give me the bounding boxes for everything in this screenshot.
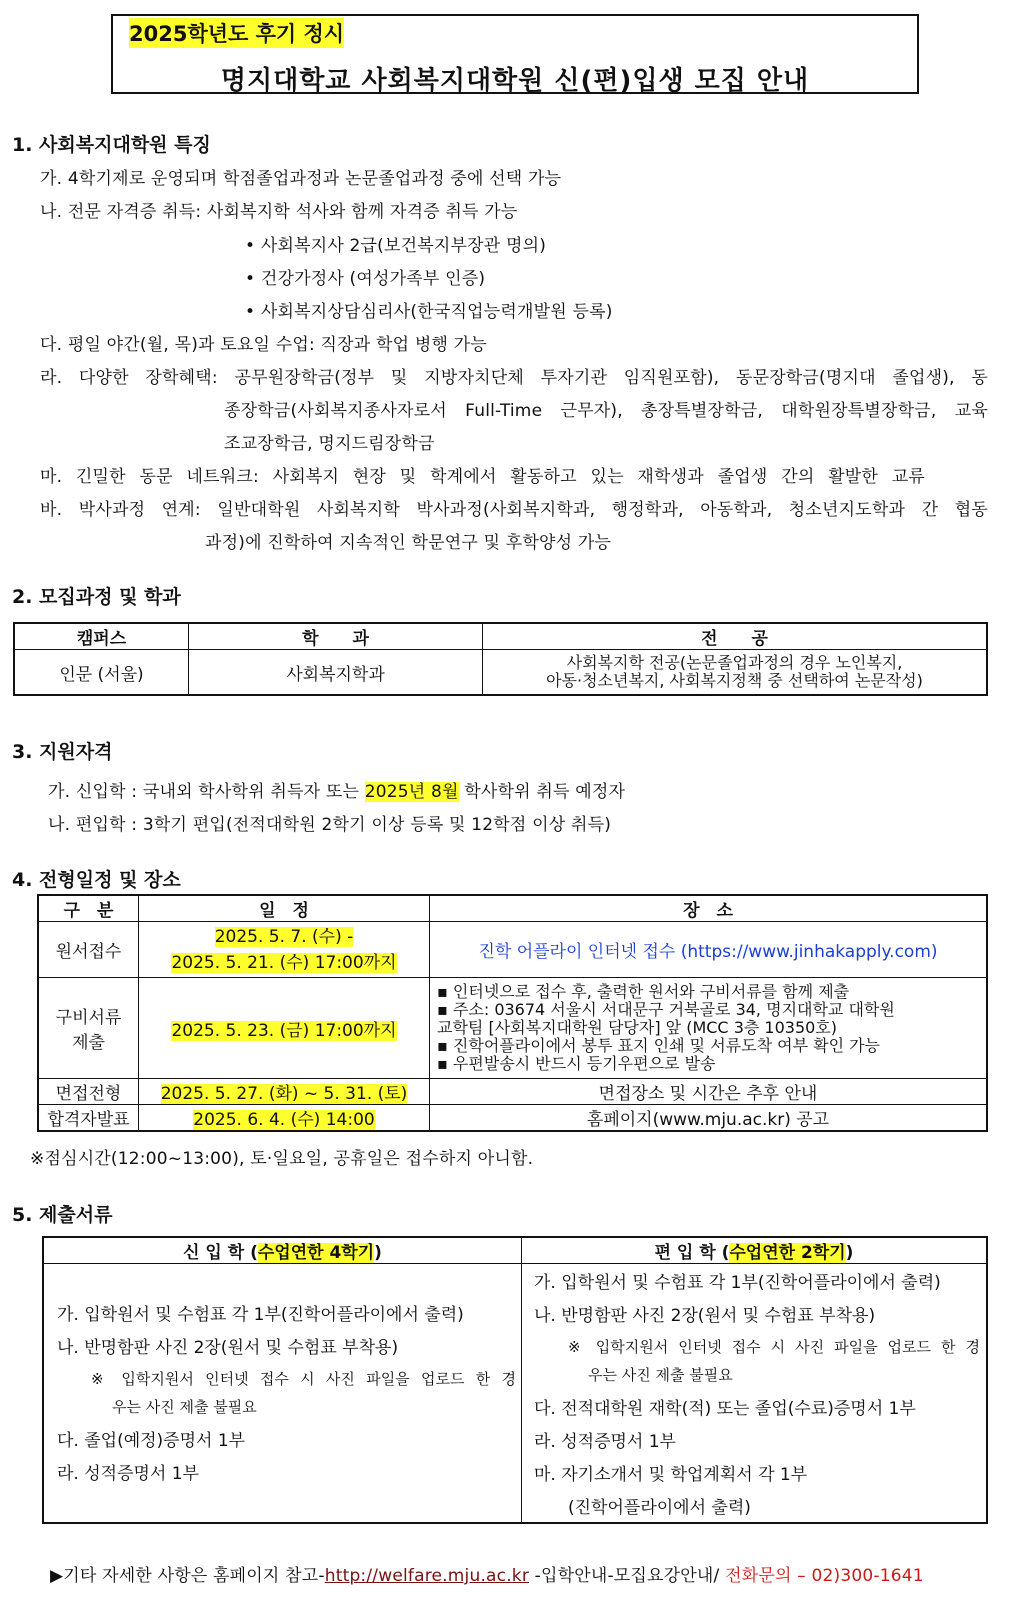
footer-note bbox=[50, 1561, 924, 1586]
table-row bbox=[38, 1079, 987, 1105]
list-item: 다. 졸업(예정)증명서 1부 bbox=[57, 1431, 246, 1451]
document-submission-cell bbox=[430, 978, 988, 1079]
list-item: 나. 반명함판 사진 2장(원서 및 수험표 부착용) bbox=[57, 1338, 399, 1358]
table-row bbox=[38, 978, 987, 1079]
place-cell: 홈페이지(www.mju.ac.kr) 공고 bbox=[430, 1105, 988, 1132]
new-header-text-end: ) bbox=[374, 1243, 382, 1263]
new-docs-cell bbox=[43, 1264, 522, 1524]
date-highlight: 2025. 5. 23. (금) 17:00까지 bbox=[171, 1020, 397, 1041]
page-title: 명지대학교 사회복지대학원 신(편)입생 모집 안내 bbox=[220, 66, 810, 96]
s3-ga-text: 가. 신입학 : 국내외 학사학위 취득자 또는 bbox=[48, 782, 365, 802]
s1-item-da: 다. 평일 야간(월, 목)과 토요일 수업: 직장과 학업 병행 가능 bbox=[40, 335, 487, 355]
list-item: 라. 성적증명서 1부 bbox=[57, 1464, 199, 1484]
submission-note: 교학팀 [사회복지대학원 담당자] 앞 (MCC 3층 10350호) bbox=[437, 1018, 838, 1037]
list-item-note: 우는 사진 제출 불필요 bbox=[588, 1366, 733, 1384]
section-2-heading: 2. 모집과정 및 학과 bbox=[12, 586, 181, 608]
title-box bbox=[111, 14, 919, 94]
footer-path: -입학안내-모집요강안내/ bbox=[529, 1566, 726, 1586]
s1-item-ga: 가. 4학기제로 운영되며 학점졸업과정과 논문졸업과정 중에 선택 가능 bbox=[40, 169, 562, 189]
date-cell bbox=[139, 1079, 430, 1105]
homepage-link[interactable]: http://welfare.mju.ac.kr bbox=[324, 1566, 530, 1586]
col-header-dept: 학 과 bbox=[189, 623, 483, 650]
cert-item: • 건강가정사 (여성가족부 인증) bbox=[245, 269, 486, 289]
place-cell: 면접장소 및 시간은 추후 안내 bbox=[430, 1079, 988, 1105]
transfer-docs-cell bbox=[522, 1264, 988, 1524]
apply-site-cell: 진학 어플라이 인터넷 접수 (https://www.jinhakapply.com) bbox=[430, 922, 988, 978]
table-row bbox=[43, 1264, 987, 1524]
section-4-heading: 4. 전형일정 및 장소 bbox=[12, 869, 181, 891]
list-item: 가. 입학원서 및 수험표 각 1부(진학어플라이에서 출력) bbox=[57, 1305, 464, 1325]
date-highlight: 2025. 5. 21. (수) 17:00까지 bbox=[171, 952, 397, 973]
major-line: 아동·청소년복지, 사회복지정책 중 선택하여 논문작성) bbox=[546, 671, 923, 690]
table-header-row bbox=[43, 1237, 987, 1264]
s1-item-ra: 라. 다양한 장학혜택: 공무원장학금(정부 및 지방자치단체 투자기관 임직원포함), 동문장학금(명지대 졸업생), 동 bbox=[40, 368, 988, 388]
row-label-line: 제출 bbox=[72, 1033, 105, 1053]
s1-item-na: 나. 전문 자격증 취득: 사회복지학 석사와 함께 자격증 취득 가능 bbox=[40, 202, 518, 222]
list-item: 라. 성적증명서 1부 bbox=[534, 1432, 676, 1452]
transfer-term-highlight: 수업연한 2학기 bbox=[729, 1243, 846, 1263]
s1-item-ba: 바. 박사과정 연계: 일반대학원 사회복지학 박사과정(사회복지학과, 행정학과, 아동학과, 청소년지도학과 간 협동 bbox=[40, 500, 988, 520]
date-highlight: 2025. 6. 4. (수) 14:00 bbox=[193, 1110, 375, 1130]
new-term-highlight: 수업연한 4학기 bbox=[257, 1243, 375, 1263]
footer-text: ▶기타 자세한 사항은 홈페이지 참고- bbox=[50, 1566, 325, 1586]
list-item: 나. 반명함판 사진 2장(원서 및 수험표 부착용) bbox=[534, 1306, 876, 1326]
cert-item: • 사회복지상담심리사(한국직업능력개발원 등록) bbox=[245, 302, 613, 322]
list-item: (진학어플라이에서 출력) bbox=[568, 1498, 751, 1518]
s1-item-ra-cont: 종장학금(사회복지종사자로서 Full-Time 근무자), 총장특별장학금, 대학원장특별장학금, 교육 bbox=[224, 401, 988, 421]
row-label: 합격자발표 bbox=[38, 1105, 139, 1132]
list-item: 가. 입학원서 및 수험표 각 1부(진학어플라이에서 출력) bbox=[534, 1273, 941, 1293]
documents-table bbox=[42, 1236, 988, 1524]
s3-ga-text-end: 학사학위 취득 예정자 bbox=[458, 782, 626, 802]
recruit-term: 2025학년도 후기 정시 bbox=[129, 18, 344, 48]
s3-item-ga bbox=[48, 777, 625, 802]
schedule-table bbox=[37, 894, 988, 1132]
date-cell bbox=[139, 978, 430, 1079]
row-label-line: 구비서류 bbox=[55, 1008, 122, 1028]
table-row bbox=[38, 922, 987, 978]
s1-item-ra-cont: 조교장학금, 명지드림장학금 bbox=[224, 434, 435, 454]
section-5-heading: 5. 제출서류 bbox=[12, 1204, 113, 1226]
table-header-row bbox=[38, 895, 987, 922]
submission-note: ▪ 진학어플라이에서 봉투 표지 인쇄 및 서류도착 여부 확인 가능 bbox=[437, 1036, 881, 1055]
col-header-major: 전 공 bbox=[483, 623, 988, 650]
row-label: 면접전형 bbox=[38, 1079, 139, 1105]
major-cell bbox=[483, 650, 988, 696]
date-highlight: 2025. 5. 27. (화) ~ 5. 31. (토) bbox=[160, 1084, 408, 1104]
col-header-place: 장 소 bbox=[430, 895, 988, 922]
contact-phone: 전화문의 – 02)300-1641 bbox=[725, 1566, 924, 1586]
new-header-text: 신 입 학 ( bbox=[183, 1243, 258, 1263]
campus-cell: 인문 (서울) bbox=[14, 650, 189, 696]
transfer-header-text-end: ) bbox=[845, 1243, 854, 1263]
date-cell bbox=[139, 1105, 430, 1132]
s1-item-ba-cont: 과정)에 진학하여 지속적인 학문연구 및 후학양성 가능 bbox=[205, 533, 612, 553]
list-item: 다. 전적대학원 재학(적) 또는 졸업(수료)증명서 1부 bbox=[534, 1399, 916, 1419]
dept-cell: 사회복지학과 bbox=[189, 650, 483, 696]
col-header-date: 일 정 bbox=[139, 895, 430, 922]
list-item-note: 우는 사진 제출 불필요 bbox=[112, 1398, 257, 1416]
major-line: 사회복지학 전공(논문졸업과정의 경우 노인복지, bbox=[566, 653, 903, 672]
schedule-note: ※점심시간(12:00~13:00), 토·일요일, 공휴일은 접수하지 아니함. bbox=[30, 1149, 534, 1169]
submission-note: ▪ 우편발송시 반드시 등기우편으로 발송 bbox=[437, 1054, 716, 1073]
s3-item-na: 나. 편입학 : 3학기 편입(전적대학원 2학기 이상 등록 및 12학점 이상 취득) bbox=[48, 815, 612, 835]
date-highlight: 2025. 5. 7. (수) - bbox=[214, 926, 354, 947]
list-item-note: ※ 입학지원서 인터넷 접수 시 사진 파일을 업로드 한 경 bbox=[91, 1370, 516, 1388]
table-row bbox=[14, 650, 987, 696]
row-label: 원서접수 bbox=[38, 922, 139, 978]
section-1-heading: 1. 사회복지대학원 특징 bbox=[12, 134, 211, 156]
col-header-new bbox=[43, 1237, 522, 1264]
submission-note: ▪ 인터넷으로 접수 후, 출력한 원서와 구비서류를 함께 제출 bbox=[437, 982, 850, 1001]
cert-item: • 사회복지사 2급(보건복지부장관 명의) bbox=[245, 236, 547, 256]
list-item-note: ※ 입학지원서 인터넷 접수 시 사진 파일을 업로드 한 경 bbox=[568, 1338, 980, 1356]
row-label bbox=[38, 978, 139, 1079]
col-header-campus: 캠퍼스 bbox=[14, 623, 189, 650]
section-3-heading: 3. 지원자격 bbox=[12, 741, 113, 763]
list-item: 마. 자기소개서 및 학업계획서 각 1부 bbox=[534, 1465, 808, 1485]
program-table bbox=[13, 622, 988, 696]
graduation-date-highlight: 2025년 8월 bbox=[364, 782, 459, 802]
transfer-header-text: 편 입 학 ( bbox=[654, 1243, 730, 1263]
col-header-type: 구 분 bbox=[38, 895, 139, 922]
col-header-transfer bbox=[522, 1237, 988, 1264]
date-cell bbox=[139, 922, 430, 978]
table-header-row bbox=[14, 623, 987, 650]
s1-item-ma: 마. 긴밀한 동문 네트워크: 사회복지 현장 및 학계에서 활동하고 있는 재학생과 졸업생 간의 활발한 교류 bbox=[40, 467, 925, 487]
table-row bbox=[38, 1105, 987, 1132]
submission-note: ▪ 주소: 03674 서울시 서대문구 거북골로 34, 명지대학교 대학원 bbox=[437, 1000, 895, 1019]
